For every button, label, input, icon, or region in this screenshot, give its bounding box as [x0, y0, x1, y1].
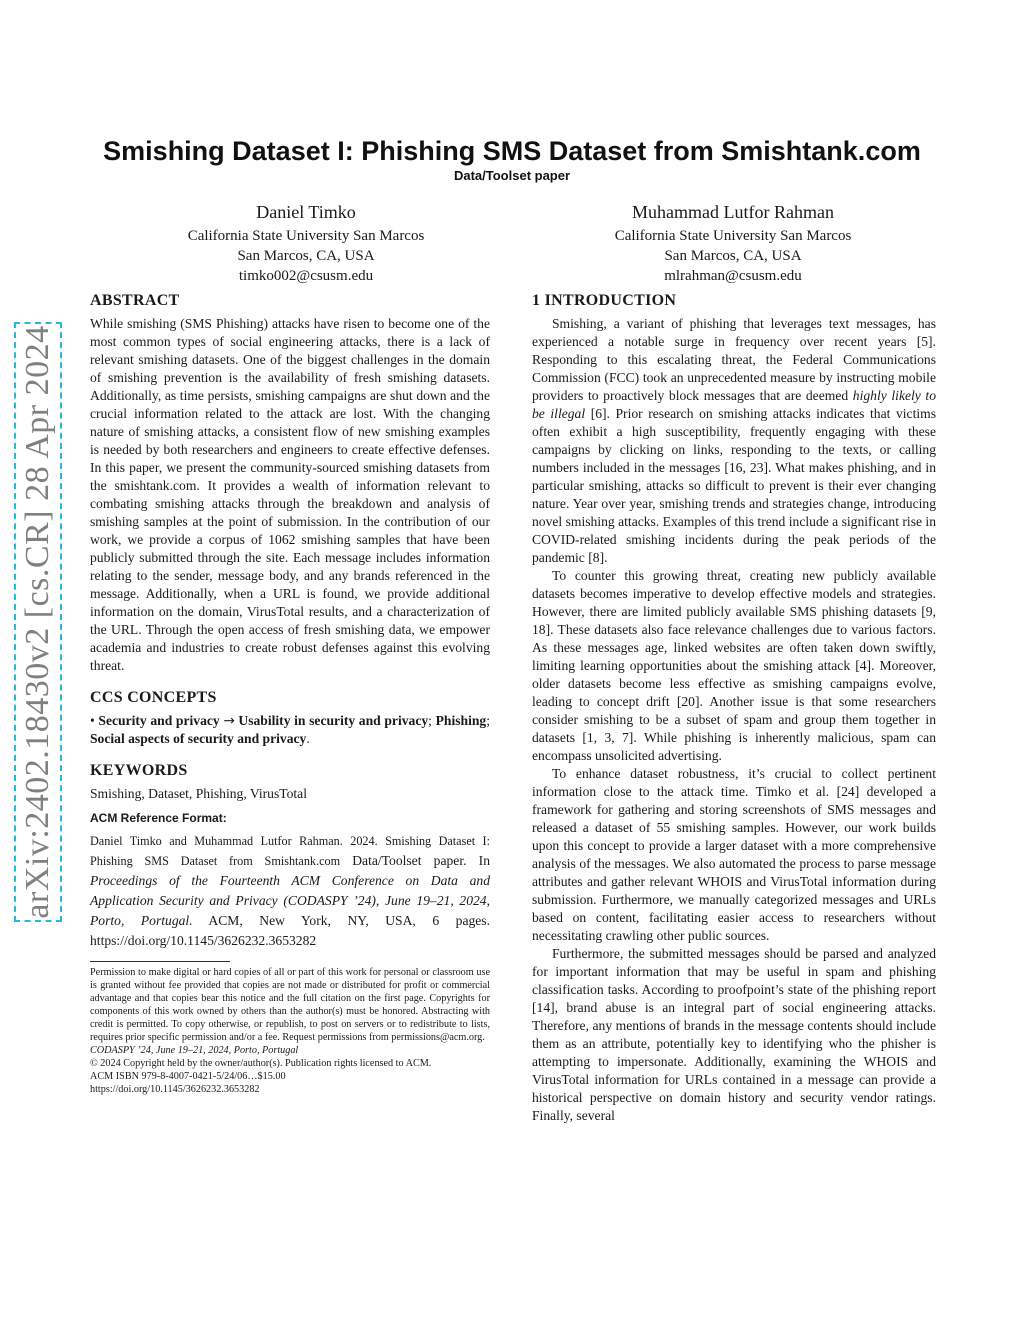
acm-reference-text: [90, 831, 490, 951]
arxiv-stamp: [6, 322, 70, 922]
intro-p1-start: Smishing, a variant of phishing that leverages text messages, has experienced a notable surge in frequency over recent years [5]. Responding to this escalating threat, the Federal Communications Commission (FCC) took an unprecedented measure by instructing mobile providers to proactively block messages that are deemed: [532, 316, 936, 403]
footnote: [90, 966, 490, 1096]
author-name: Muhammad Lutfor Rahman: [632, 202, 834, 222]
intro-paragraph-3: To enhance dataset robustness, it’s crucial to collect pertinent information close to the attack time. Timko et al. [24] developed a framework for gathering and storing screenshots of SMS messages and released a dataset of 55 smishing samples. However, our work builds upon this concept to provide a larger dataset with a more comprehensive analysis of the messages. We also automated the process to parse message attributes and gather relevant WHOIS and VirusTotal information during submission. Furthermore, we manually categorized messages and URLs based on content, facilitating easier access to researchers without necessitating crawling other public sources.: [532, 766, 936, 943]
abstract-heading: ABSTRACT: [90, 292, 180, 309]
ccs-separator: ;: [486, 713, 490, 728]
ccs-heading: CCS CONCEPTS: [90, 689, 217, 706]
author-block-2: [553, 200, 913, 286]
footnote-rule: [90, 961, 230, 962]
ccs-concepts: [90, 712, 490, 748]
footnote-permission: Permission to make digital or hard copies of all or part of this work for personal or classroom use is granted without fee provided that copies are not made or distributed for profit or commercial advantage and that copies bear this notice and the full citation on the first page. Copyrights for components of this work owned by others than the author(s) must be honored. Abstracting with credit is permitted. To copy otherwise, or republish, to post on servers or to redistribute to lists, requires prior specific permission and/or a fee. Request permissions from permissions@acm.org.: [90, 967, 490, 1043]
footnote-copyright: © 2024 Copyright held by the owner/author(s). Publication rights licensed to ACM.: [90, 1058, 432, 1069]
intro-paragraph-1: [532, 315, 936, 567]
footnote-isbn: ACM ISBN 979-8-4007-0421-5/24/06…$15.00: [90, 1071, 286, 1082]
intro-paragraph-4: Furthermore, the submitted messages should be parsed and analyzed for important information that may be useful in spam and phishing classification tasks. According to proofpoint’s state of the phishing report [14], brand abuse is an integral part of social engineering attacks. Therefore, any mentions of brands in the message contents should include them as an attribute, potentially key to identifying who the phisher is attempting to impersonate. Additionally, examining the WHOIS and VirusTotal information for URLs contained in a message can provide a historical perspective on domain history and security vendor ratings. Finally, several: [532, 946, 936, 1123]
left-column: [90, 292, 490, 1096]
paper-title: Smishing Dataset I: Phishing SMS Dataset from Smishtank.com: [103, 136, 921, 166]
acm-reference-publisher: ACM, New York, NY, USA, 6 pages.: [208, 913, 490, 928]
paper-subtitle: Data/Toolset paper: [453, 168, 571, 183]
keywords-text: Smishing, Dataset, Phishing, VirusTotal: [90, 786, 307, 801]
ccs-end: .: [306, 731, 310, 746]
ccs-part-usability: Usability in security and privacy: [238, 713, 429, 728]
intro-heading: 1 INTRODUCTION: [532, 292, 677, 309]
ccs-arrow: →: [223, 713, 235, 729]
author-location: San Marcos, CA, USA: [664, 248, 802, 264]
keywords-heading: KEYWORDS: [90, 762, 188, 779]
author-block-1: [126, 200, 486, 286]
author-affiliation: California State University San Marcos: [614, 228, 852, 244]
ccs-part-phishing: Phishing: [435, 713, 487, 728]
abstract-text: While smishing (SMS Phishing) attacks have risen to become one of the most common types of social engineering attacks, there is a lack of relevant smishing datasets. One of the biggest challenges in the domain of smishing prevention is the availability of fresh smishing datasets. Additionally, as time persists, smishing campaigns are shut down and the crucial information related to the attack are lost. With the changing nature of smishing attacks, a consistent flow of new smishing examples is needed by both researchers and engineers to create effective defenses. In this paper, we present the community-sourced smishing datasets from the smishtank.com. It provides a wealth of information relevant to combating smishing attacks through the breakdown and analysis of smishing samples at the point of submission. In the contribution of our work, we provide a corpus of 1062 smishing samples that have been publicly submitted through the site. Each message includes information relating to the sender, message body, and any brands referenced in the message. Additionally, when a URL is found, we provide additional information on the domain, VirusTotal results, and a characterization of the URL. Through the open access of fresh smishing data, we empower academia and industries to create robust defenses against this evolving threat.: [90, 316, 490, 673]
intro-p1-emphasis: highly likely to be illegal: [532, 388, 937, 421]
acm-reference-authors: Daniel Timko and Muhammad Lutfor Rahman. 2024. Smishing Dataset I: Phishing SMS Dataset from Smishtank.com: [90, 834, 490, 868]
author-name: Daniel Timko: [256, 202, 356, 222]
acm-reference-venue: Proceedings of the Fourteenth ACM Conference on Data and Application Security and Privacy (CODASPY ’24), June 19–21, 2024, Porto, Portugal.: [90, 873, 490, 928]
author-affiliation: California State University San Marcos: [187, 228, 425, 244]
acm-reference-heading: ACM Reference Format:: [90, 811, 227, 825]
author-email[interactable]: mlrahman@csusm.edu: [664, 268, 802, 284]
arxiv-stamp-frame: [14, 322, 62, 922]
ccs-separator: ;: [428, 713, 432, 728]
ccs-bullet: •: [90, 713, 95, 728]
acm-reference-doi[interactable]: https://doi.org/10.1145/3626232.3653282: [90, 933, 317, 948]
acm-reference-type: Data/Toolset paper. In: [352, 853, 490, 868]
arxiv-stamp-text: arXiv:2402.18430v2 [cs.CR] 28 Apr 2024: [19, 325, 56, 919]
ccs-part-social: Social aspects of security and privacy: [90, 731, 307, 746]
author-location: San Marcos, CA, USA: [237, 248, 375, 264]
footnote-doi[interactable]: https://doi.org/10.1145/3626232.3653282: [90, 1084, 260, 1095]
intro-paragraph-2: To counter this growing threat, creating new publicly available datasets becomes imperative to develop effective models and strategies. However, there are limited publicly available SMS phishing datasets [9, 18]. These datasets also face relevance challenges due to various factors. As these messages age, linked websites are often taken down swiftly, limiting learning opportunities about the smishing attack [4]. Moreover, older datasets become less effective as smishing campaigns evolve, leading to concept drift [20]. Another issue is that some researchers consider smishing to be a subset of spam and group them together in datasets [1, 3, 7]. While phishing is inherently malicious, spam can encompass unsolicited advertising.: [532, 568, 936, 763]
footnote-conference: CODASPY ’24, June 19–21, 2024, Porto, Portugal: [90, 1045, 299, 1056]
intro-p1-end: [6]. Prior research on smishing attacks indicates that victims often exhibit a high susceptibility, frequently engaging with these campaigns by clicking on links, responding to the texts, or calling numbers included in the messages [16, 23]. What makes phishing, and in particular smishing, attacks so difficult to prevent is their ever changing nature. Year over year, smishing trends and strategies change, introducing novel smishing attacks. Examples of this trend include a significant rise in COVID-related smishing incidents during the peak periods of the pandemic [8].: [532, 406, 936, 565]
ccs-part-security: Security and privacy: [98, 713, 220, 728]
author-email[interactable]: timko002@csusm.edu: [238, 268, 374, 284]
right-column: [532, 292, 936, 1125]
